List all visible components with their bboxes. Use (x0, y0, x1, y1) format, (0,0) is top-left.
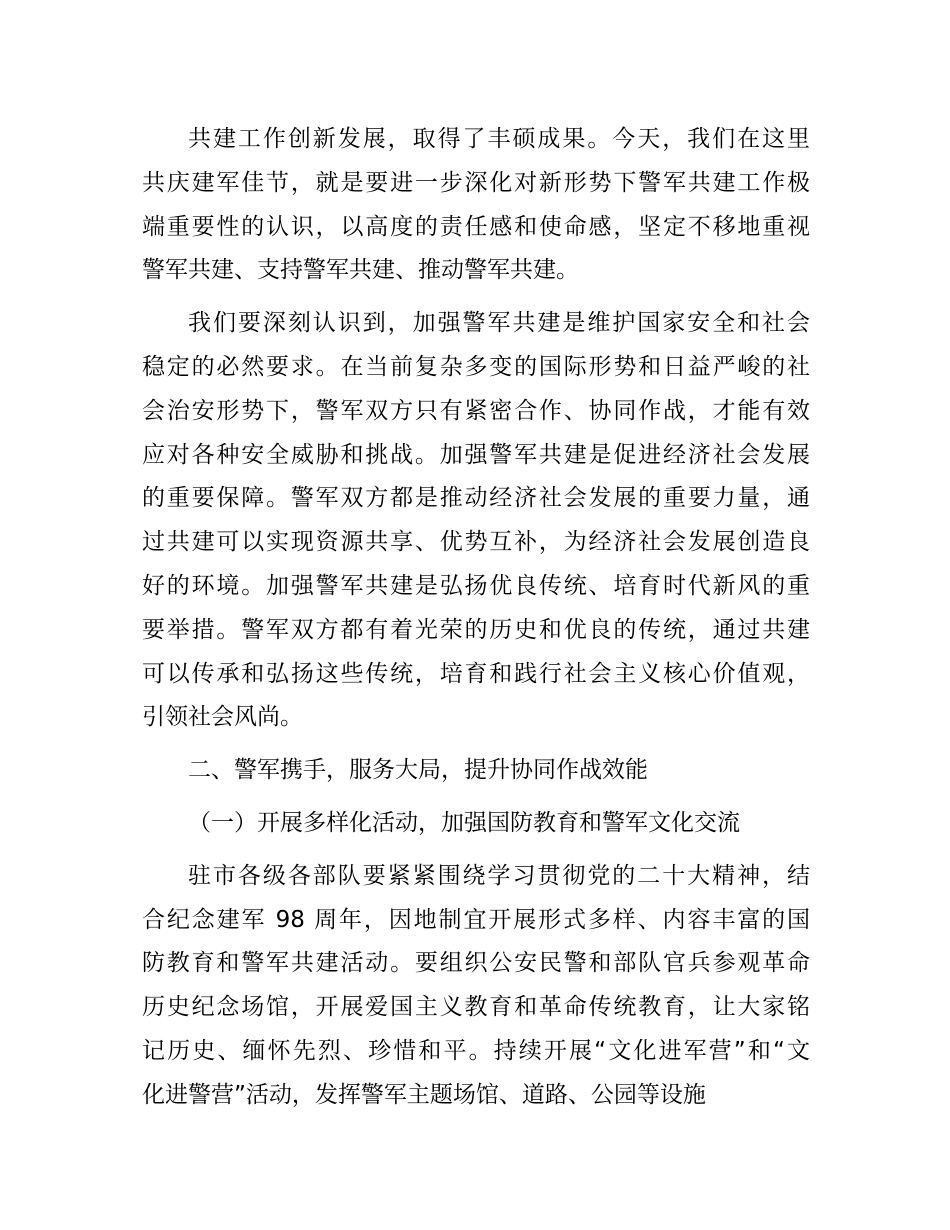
text-line: 要举措。警军双方都有着光荣的历史和优良的传统，通过共建 (142, 616, 810, 643)
text-line: 共庆建军佳节，就是要进一步深化对新形势下警军共建工作极 (142, 169, 810, 196)
text-line: 我们要深刻认识到，加强警军共建是维护国家安全和社会 (188, 310, 810, 337)
text-line: 可以传承和弘扬这些传统，培育和践行社会主义核心价值观， (142, 660, 810, 687)
text-line: 引领社会风尚。 (142, 704, 303, 731)
text-line: 的重要保障。警军双方都是推动经济社会发展的重要力量，通 (142, 485, 810, 512)
section-heading (142, 749, 810, 793)
text-line: 警军共建、支持警军共建、推动警军共建。 (142, 257, 579, 284)
text-line: 共建工作创新发展，取得了丰硕成果。今天，我们在这里 (188, 126, 810, 152)
heading-text: 二、警军携手，服务大局，提升协同作战效能 (188, 757, 648, 784)
text-line: 应对各种安全威胁和挑战。加强警军共建是促进经济社会发展 (142, 441, 810, 468)
text-line: 过共建可以实现资源共享、优势互补，为经济社会发展创造良 (142, 529, 810, 556)
text-line: 历史纪念场馆，开展爱国主义教育和革命传统教育，让大家铭 (142, 994, 810, 1021)
text-line: 会治安形势下，警军双方只有紧密合作、协同作战，才能有效 (142, 397, 810, 424)
text-line: 记历史、缅怀先烈、珍惜和平。持续开展“文化进军营”和“文 (142, 1037, 810, 1064)
subsection-heading (142, 802, 810, 846)
document-body (142, 118, 810, 1118)
subheading-text: （一）开展多样化活动，加强国防教育和警军文化交流 (188, 809, 740, 836)
paragraph (142, 302, 810, 740)
paragraph (142, 118, 810, 293)
text-line: 防教育和警军共建活动。要组织公安民警和部队官兵参观革命 (142, 950, 810, 977)
text-line: 好的环境。加强警军共建是弘扬优良传统、培育时代新风的重 (142, 572, 810, 599)
text-line: 合纪念建军 98 周年，因地制宜开展形式多样、内容丰富的国 (142, 906, 810, 933)
text-line: 驻市各级各部队要紧紧围绕学习贯彻党的二十大精神，结 (188, 862, 810, 889)
text-line: 端重要性的认识，以高度的责任感和使命感，坚定不移地重视 (142, 213, 810, 240)
text-line: 稳定的必然要求。在当前复杂多变的国际形势和日益严峻的社 (142, 353, 810, 380)
text-line: 化进警营”活动，发挥警军主题场馆、道路、公园等设施 (142, 1081, 706, 1108)
paragraph (142, 855, 810, 1118)
